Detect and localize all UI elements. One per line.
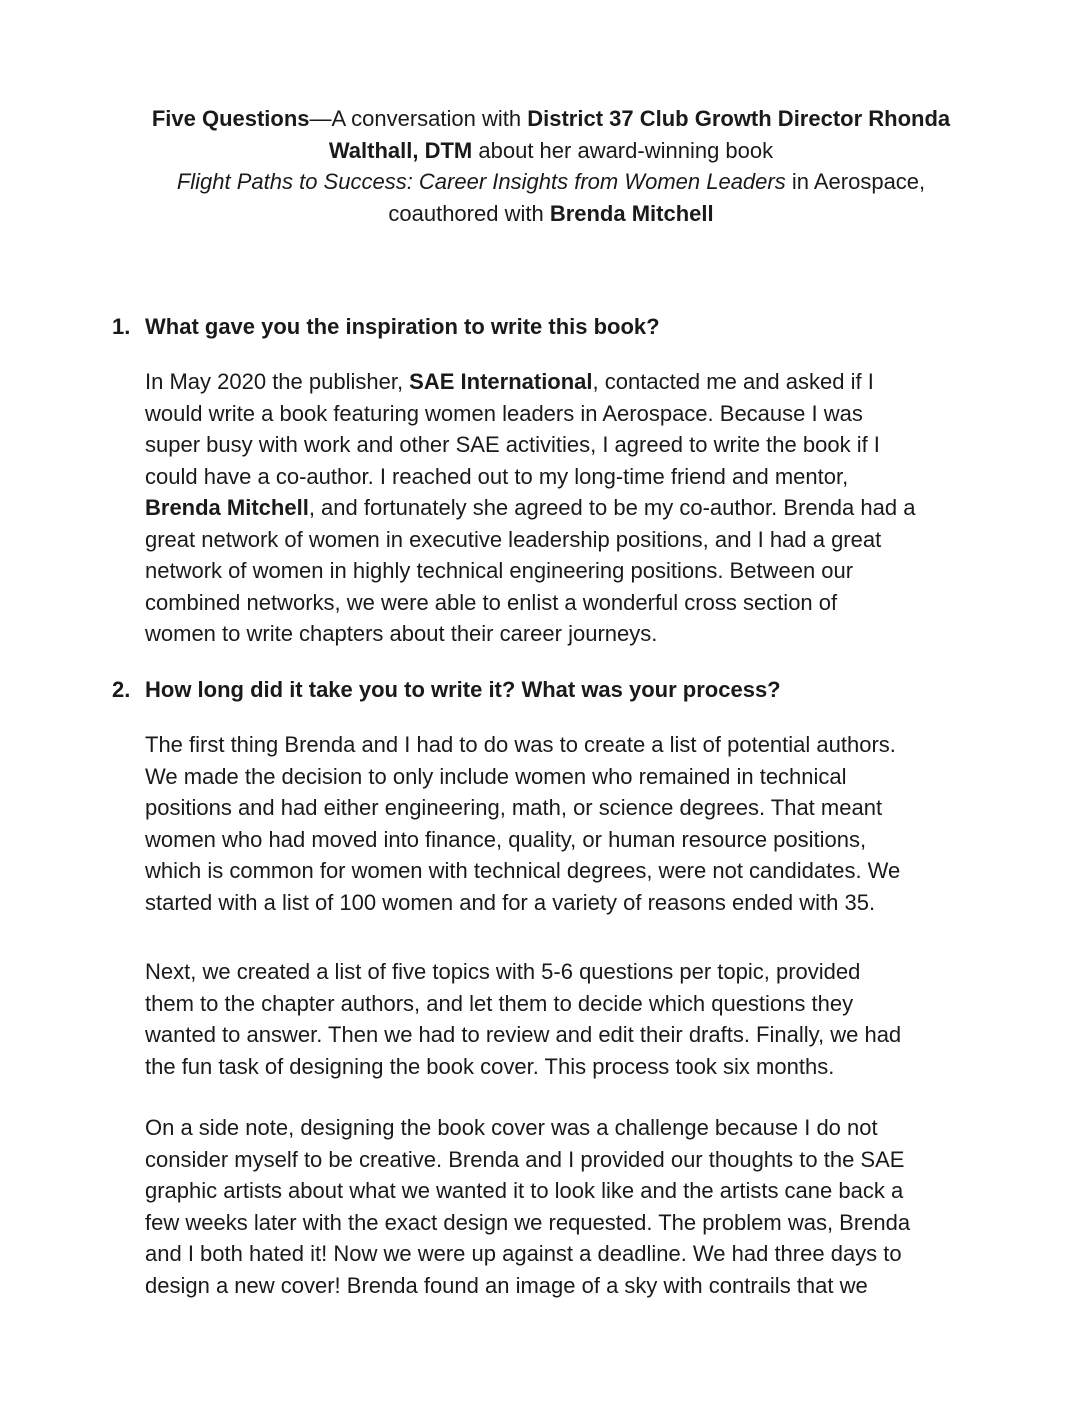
paragraph-line: which is common for women with technical degrees, were not candidates. We [145, 858, 901, 883]
title-line-1 [100, 103, 1002, 135]
question-text: What gave you the inspiration to write this book? [145, 314, 660, 339]
coauthor-name: Brenda Mitchell [145, 495, 309, 520]
paragraph-line: women to write chapters about their career journeys. [145, 621, 658, 646]
answer-2-paragraph-1 [145, 729, 975, 918]
title-line-3 [100, 166, 1002, 198]
paragraph-line: could have a co-author. I reached out to my long-time friend and mentor, [145, 463, 849, 489]
title-text: in Aerospace, [785, 169, 926, 194]
title-five-questions: Five Questions [151, 106, 310, 131]
paragraph-line: We made the decision to only include women who remained in technical [145, 763, 847, 789]
paragraph-line: and I both hated it! Now we were up against a deadline. We had three days to [145, 1241, 902, 1266]
paragraph-line: super busy with work and other SAE activities, I agreed to write the book if I [145, 432, 880, 457]
title-person-name: Walthall, DTM [328, 137, 473, 163]
answer-2-paragraph-2 [145, 956, 975, 1082]
paragraph-line: design a new cover! Brenda found an image of a sky with contrails that we [145, 1272, 868, 1298]
paragraph-line: them to the chapter authors, and let them to decide which questions they [145, 990, 854, 1016]
paragraph-line: The first thing Brenda and I had to do was to create a list of potential authors. [145, 732, 896, 757]
paragraph-line: network of women in highly technical engineering positions. Between our [145, 558, 854, 583]
question-number: 1. [112, 314, 131, 339]
answer-2-paragraph-3 [145, 1112, 975, 1301]
paragraph-line: few weeks later with the exact design we requested. The problem was, Brenda [145, 1209, 911, 1235]
question-2 [112, 674, 982, 706]
title-person-role: District 37 Club Growth Director Rhonda [527, 106, 951, 131]
paragraph-line: combined networks, we were able to enlist a wonderful cross section of [145, 589, 838, 615]
question-text: How long did it take you to write it? What was your process? [145, 677, 781, 702]
answer-1-paragraph [145, 366, 975, 650]
paragraph-line: consider myself to be creative. Brenda and I provided our thoughts to the SAE [145, 1146, 905, 1172]
paragraph-line: wanted to answer. Then we had to review and edit their drafts. Finally, we had [145, 1022, 902, 1047]
title-line-4 [100, 198, 1002, 230]
paragraph-line: the fun task of designing the book cover. This process took six months. [145, 1053, 835, 1079]
coauthor-name: Brenda Mitchell [549, 200, 714, 226]
question-1 [112, 311, 982, 343]
paragraph-line: positions and had either engineering, math, or science degrees. That meant [145, 795, 883, 820]
publisher-name: SAE International [409, 369, 593, 394]
title-text: coauthored with [388, 200, 550, 226]
title-text: about her award-winning book [472, 137, 774, 163]
paragraph-line: In May 2020 the publisher, SAE International, contacted me and asked if I [145, 369, 874, 394]
title-text: —A conversation with [309, 106, 528, 131]
paragraph-line: Brenda Mitchell, and fortunately she agreed to be my co-author. Brenda had a [145, 495, 916, 520]
paragraph-line: would write a book featuring women leaders in Aerospace. Because I was [145, 400, 863, 426]
paragraph-line: Next, we created a list of five topics with 5-6 questions per topic, provided [145, 959, 861, 984]
paragraph-line: great network of women in executive leadership positions, and I had a great [145, 526, 882, 552]
title-line-2 [100, 135, 1002, 167]
paragraph-line: graphic artists about what we wanted it to look like and the artists cane back a [145, 1178, 904, 1203]
book-title: Flight Paths to Success: Career Insights from Women Leaders [176, 169, 786, 194]
paragraph-line: started with a list of 100 women and for a variety of reasons ended with 35. [145, 889, 876, 915]
question-number: 2. [112, 677, 131, 702]
paragraph-line: women who had moved into finance, quality, or human resource positions, [145, 826, 867, 852]
paragraph-line: On a side note, designing the book cover was a challenge because I do not [145, 1115, 878, 1140]
document-title-block [100, 103, 1002, 229]
